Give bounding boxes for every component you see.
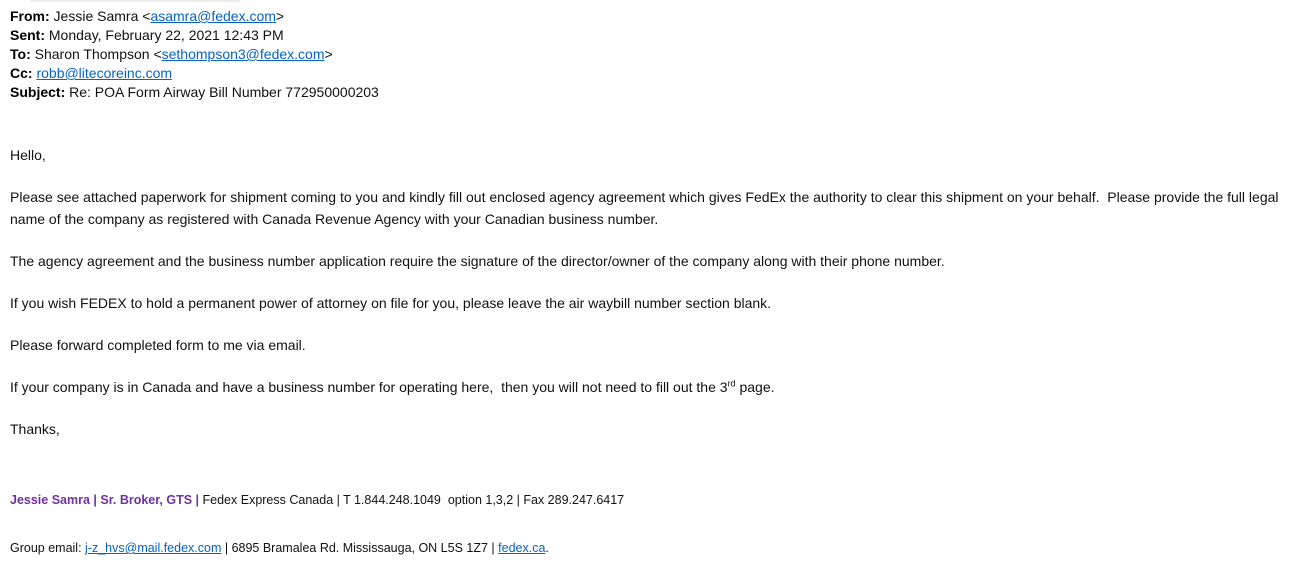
from-label: From: (10, 8, 50, 24)
greeting-line: Hello, (10, 147, 46, 163)
paragraph-canada-business-number (10, 376, 1282, 398)
p5-text-after: page. (735, 379, 775, 395)
signature-name-title: Jessie Samra | Sr. Broker, GTS | (10, 493, 200, 507)
to-close: > (324, 46, 333, 62)
paragraph-forward-form: Please forward completed form to me via email. (10, 337, 306, 353)
p5-text-before: If your company is in Canada and have a business number for operating here, then you will not need to fill out the 3 (10, 379, 728, 395)
paragraph-attached-paperwork: Please see attached paperwork for shipment coming to you and kindly fill out enclosed agency agreement which gives FedEx the authority to clear this shipment on your behalf. Please provide the full legal name of the company as registered with Canada Revenue Agency with your Canadian business number. (10, 189, 1283, 227)
sent-label: Sent: (10, 27, 45, 43)
email-content (10, 7, 1282, 588)
subject-value: Re: POA Form Airway Bill Number 772950000203 (65, 84, 379, 100)
cc-email-link[interactable]: robb@litecoreinc.com (36, 65, 173, 81)
to-name: Sharon Thompson < (30, 46, 162, 62)
subject-label: Subject: (10, 84, 66, 100)
to-label: To: (10, 46, 31, 62)
top-edge-artifact (30, 0, 240, 2)
signature-line-2 (10, 540, 1282, 556)
signature-block (10, 460, 1282, 588)
header-subject-row (10, 83, 1282, 102)
group-email-link[interactable]: j-z_hvs@mail.fedex.com (85, 541, 222, 555)
email-header-block (10, 7, 1282, 102)
email-body (10, 144, 1282, 440)
closing-line: Thanks, (10, 421, 60, 437)
p5-ordinal-superscript: rd (727, 378, 736, 389)
signature-address: | 6895 Bramalea Rd. Mississauga, ON L5S 1Z7 | (221, 541, 499, 555)
paragraph-power-of-attorney: If you wish FEDEX to hold a permanent power of attorney on file for you, please leave the air waybill number section blank. (10, 295, 772, 311)
signature-trailing-period: . (545, 541, 549, 555)
fedex-website-link[interactable]: fedex.ca (498, 541, 546, 555)
header-to-row (10, 45, 1282, 64)
from-close: > (275, 8, 285, 24)
signature-company-contact: Fedex Express Canada | T 1.844.248.1049 option 1,3,2 | Fax 289.247.6417 (199, 493, 625, 507)
to-email-link[interactable]: sethompson3@fedex.com (161, 46, 325, 62)
sent-value: Monday, February 22, 2021 12:43 PM (45, 27, 284, 43)
header-from-row (10, 7, 1282, 26)
header-sent-row (10, 26, 1282, 45)
from-name: Jessie Samra < (49, 8, 151, 24)
cc-label: Cc: (10, 65, 33, 81)
paragraph-agency-agreement: The agency agreement and the business number application require the signature of the director/owner of the company along with their phone number. (10, 253, 945, 269)
from-email-link[interactable]: asamra@fedex.com (150, 8, 276, 24)
header-cc-row (10, 64, 1282, 83)
signature-line-1 (10, 492, 1282, 508)
group-email-label: Group email: (10, 541, 86, 555)
